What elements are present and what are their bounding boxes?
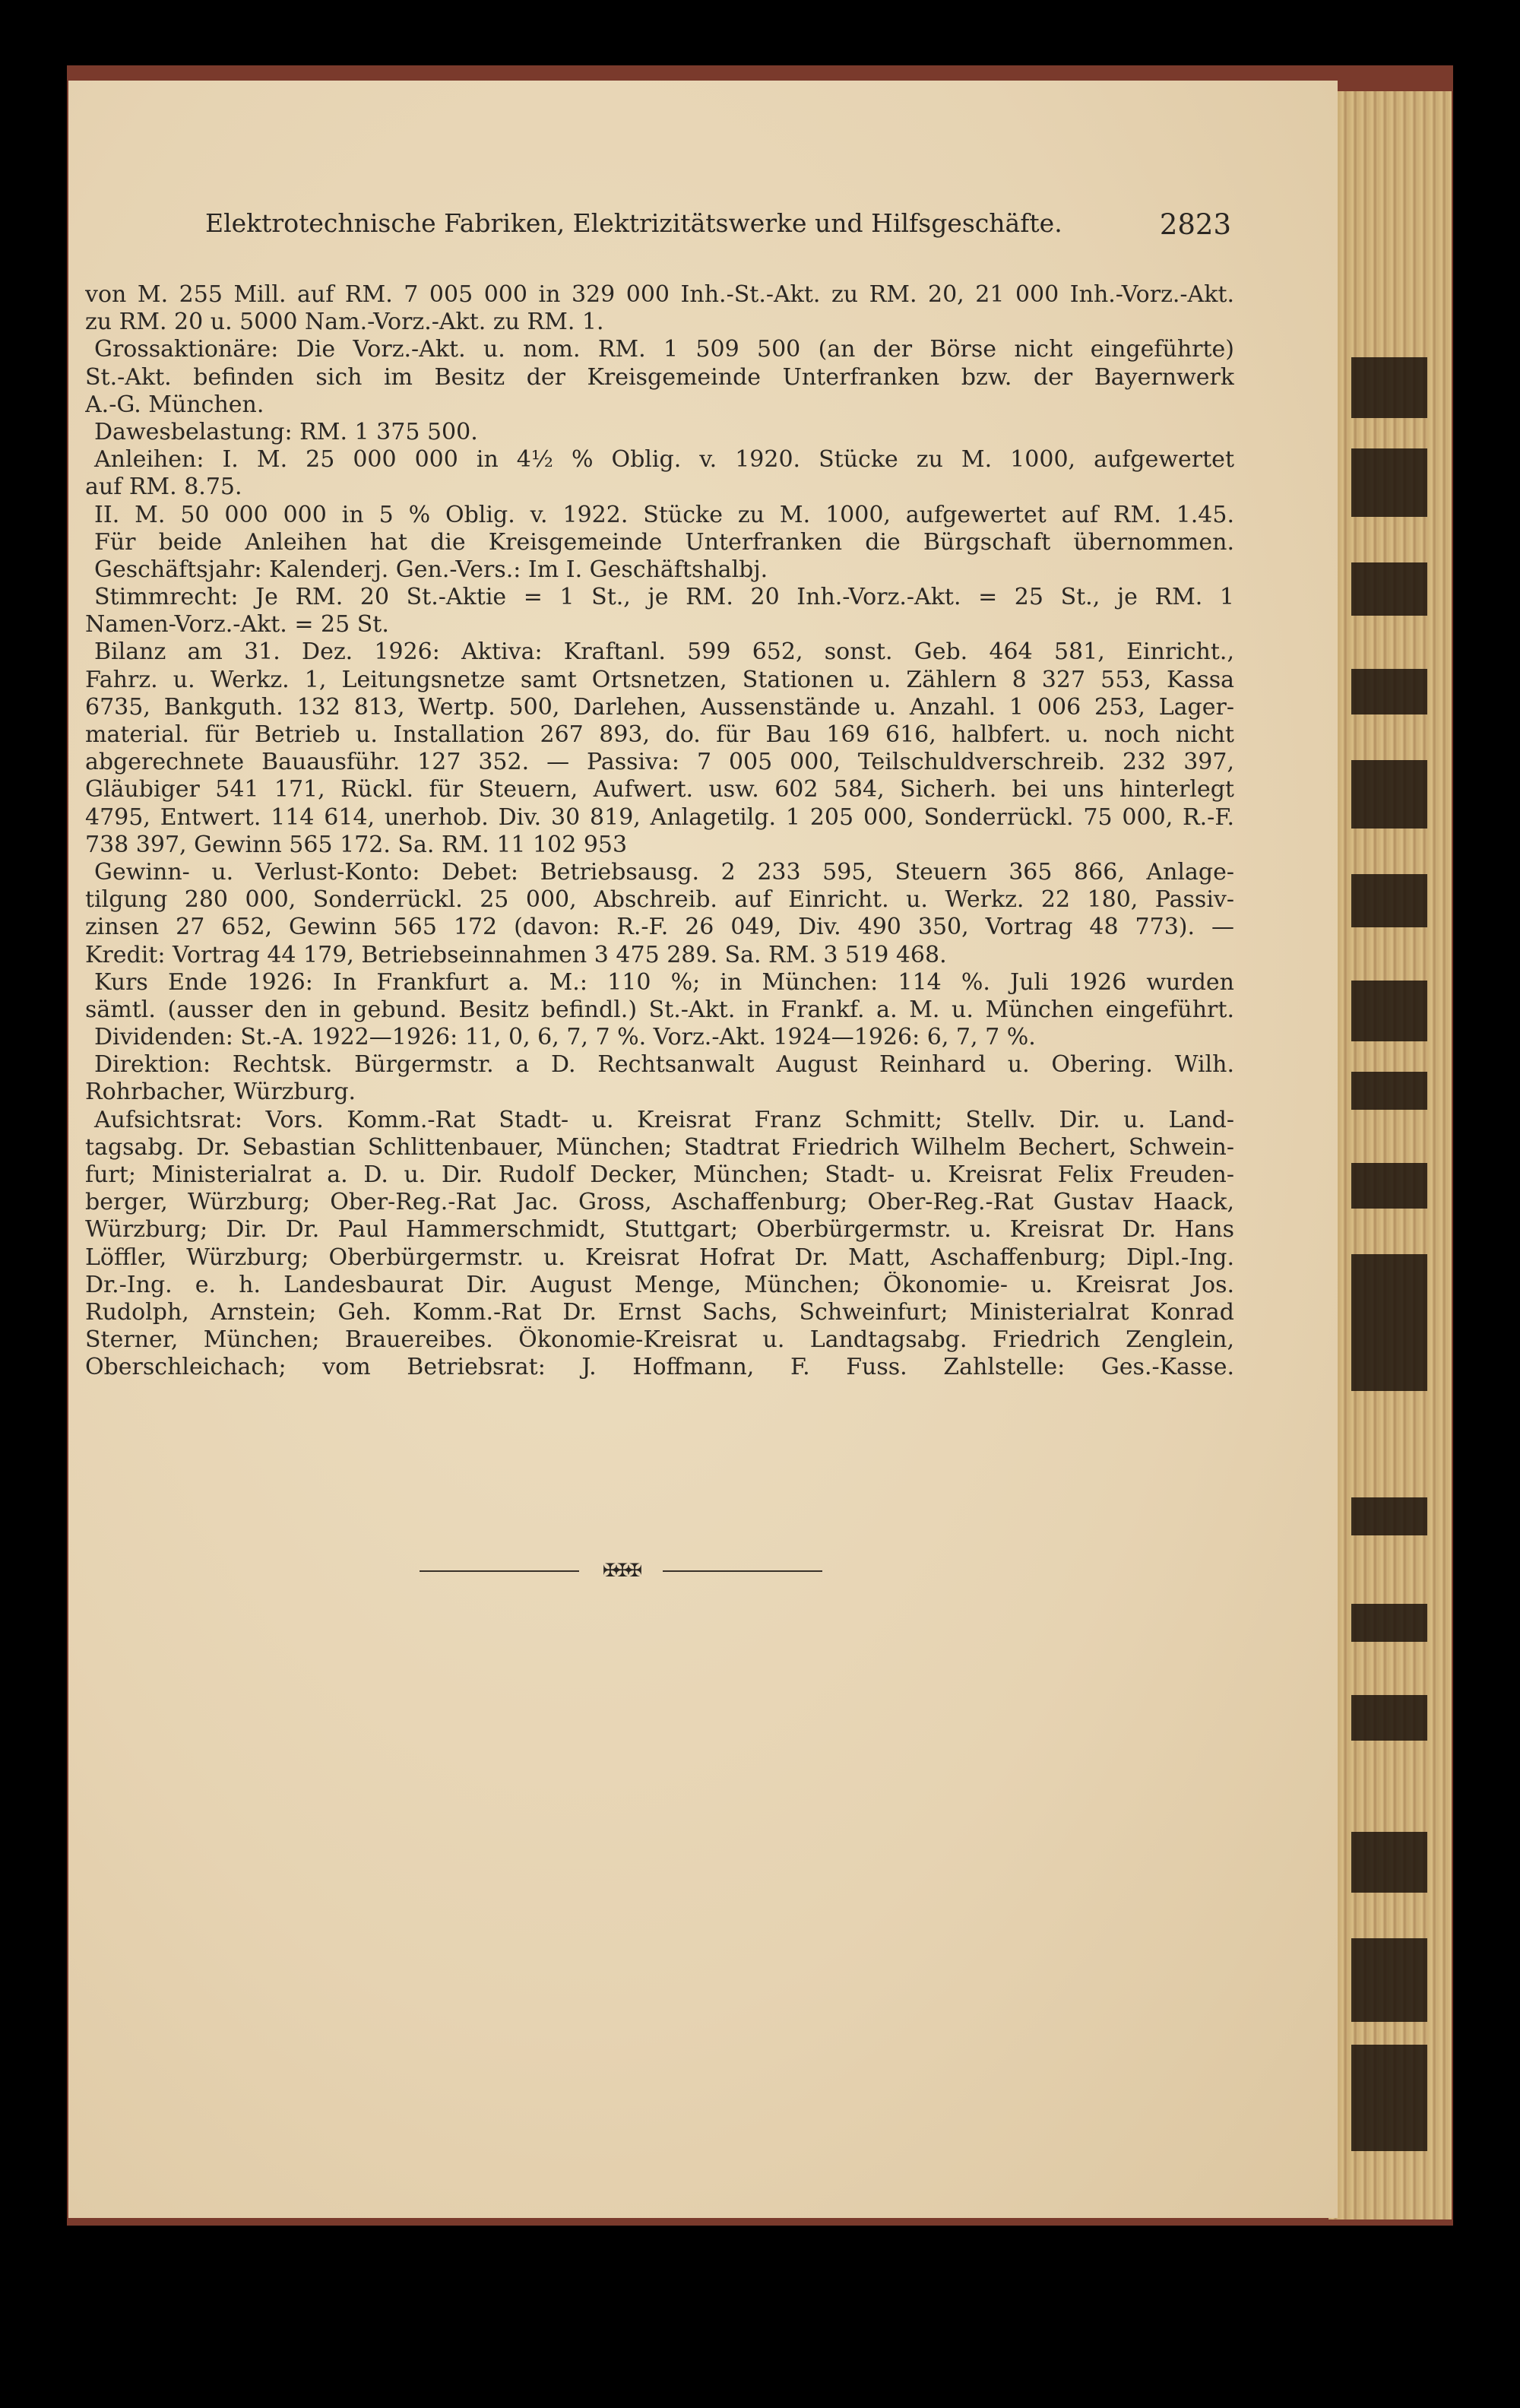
text-line: Direktion: Rechtsk. Bürgermstr. a D. Rechtsanwalt August Reinhard u. Obering. Wilh. <box>94 1051 1234 1079</box>
edge-shadow <box>1351 1163 1427 1209</box>
text-line: Dividenden: St.-A. 1922—1926: 11, 0, 6, 7, 7 %. Vorz.-Akt. 1924—1926: 6, 7, 7 %. <box>94 1024 1036 1051</box>
edge-shadow <box>1351 1604 1427 1642</box>
text-line: furt; Ministerialrat a. D. u. Dir. Rudolf Decker, München; Stadt- u. Kreisrat Felix Freuden- <box>85 1161 1234 1188</box>
text-line: II. M. 50 000 000 in 5 % Oblig. v. 1922. Stücke zu M. 1000, aufgewertet auf RM. 1.45. <box>94 501 1234 528</box>
text-line: 4795, Entwert. 114 614, unerhob. Div. 30 819, Anlagetilg. 1 205 000, Sonderrückl. 75 000, R.-F. <box>85 803 1234 831</box>
text-line: Würzburg; Dir. Dr. Paul Hammerschmidt, Stuttgart; Oberbürgermstr. u. Kreisrat Dr. Hans <box>85 1216 1234 1244</box>
text-line: Fahrz. u. Werkz. 1, Leitungsnetze samt Ortsnetzen, Stationen u. Zählern 8 327 553, Kassa <box>85 666 1234 693</box>
text-line: tilgung 280 000, Sonderrückl. 25 000, Abschreib. auf Einricht. u. Werkz. 22 180, Passiv- <box>85 886 1234 914</box>
text-line: Rudolph, Arnstein; Geh. Komm.-Rat Dr. Ernst Sachs, Schweinfurt; Ministerialrat Konrad <box>85 1298 1234 1326</box>
text-line: zu RM. 20 u. 5000 Nam.-Vorz.-Akt. zu RM. 1. <box>85 309 604 336</box>
edge-shadow <box>1351 357 1427 418</box>
text-line: 6735, Bankguth. 132 813, Wertp. 500, Darlehen, Aussenstände u. Anzahl. 1 006 253, Lager- <box>85 693 1234 721</box>
text-line: Dawesbelastung: RM. 1 375 500. <box>94 418 478 445</box>
text-line: Oberschleichach; vom Betriebsrat: J. Hoffmann, F. Fuss. Zahlstelle: Ges.-Kasse. <box>85 1354 1234 1381</box>
text-line: Namen-Vorz.-Akt. = 25 St. <box>85 611 389 638</box>
text-line: Grossaktionäre: Die Vorz.-Akt. u. nom. RM. 1 509 500 (an der Börse nicht eingeführte) <box>94 336 1234 363</box>
edge-shadow <box>1351 1695 1427 1741</box>
text-line: zinsen 27 652, Gewinn 565 172 (davon: R.-F. 26 049, Div. 490 350, Vortrag 48 773). — <box>85 914 1234 941</box>
text-line: sämtl. (ausser den in gebund. Besitz befindl.) St.-Akt. in Frankf. a. M. u. München eingeführt. <box>85 996 1234 1023</box>
ornament-glyph: ✠✠✠ <box>602 1560 640 1581</box>
text-line: 738 397, Gewinn 565 172. Sa. RM. 11 102 953 <box>85 831 628 858</box>
edge-shadow <box>1351 1497 1427 1535</box>
text-line: Kredit: Vortrag 44 179, Betriebseinnahmen 3 475 289. Sa. RM. 3 519 468. <box>85 941 947 968</box>
page-header <box>205 208 1231 239</box>
edge-shadow <box>1351 562 1427 616</box>
text-line: tagsabg. Dr. Sebastian Schlittenbauer, München; Stadtrat Friedrich Wilhelm Bechert, Schwein- <box>85 1133 1234 1161</box>
edge-shadow <box>1351 874 1427 927</box>
edge-shadow <box>1351 760 1427 829</box>
text-line: berger, Würzburg; Ober-Reg.-Rat Jac. Gross, Aschaffenburg; Ober-Reg.-Rat Gustav Haack, <box>85 1189 1234 1216</box>
text-line: Rohrbacher, Würzburg. <box>85 1079 356 1106</box>
edge-shadow <box>1351 981 1427 1041</box>
edge-shadow <box>1351 1254 1427 1391</box>
text-line: Geschäftsjahr: Kalenderj. Gen.-Vers.: Im I. Geschäftshalbj. <box>94 556 768 583</box>
edge-shadow <box>1351 669 1427 714</box>
text-line: Stimmrecht: Je RM. 20 St.-Aktie = 1 St., je RM. 20 Inh.-Vorz.-Akt. = 25 St., je RM. 1 <box>94 584 1234 611</box>
text-line: abgerechnete Bauausführ. 127 352. — Passiva: 7 005 000, Teilschuldverschreib. 232 397, <box>85 749 1234 776</box>
page-body <box>85 281 1234 1382</box>
text-line: Aufsichtsrat: Vors. Komm.-Rat Stadt- u. Kreisrat Franz Schmitt; Stellv. Dir. u. Land- <box>94 1106 1234 1133</box>
section-end-ornament <box>420 1560 822 1583</box>
ornament-rule <box>663 1570 822 1572</box>
page-number: 2823 <box>1159 208 1231 241</box>
text-line: Gewinn- u. Verlust-Konto: Debet: Betriebsausg. 2 233 595, Steuern 365 866, Anlage- <box>94 858 1234 886</box>
text-line: Gläubiger 541 171, Rückl. für Steuern, Aufwert. usw. 602 584, Sicherh. bei uns hinterlegt <box>85 776 1234 803</box>
text-line: A.-G. München. <box>85 391 264 418</box>
text-line: auf RM. 8.75. <box>85 474 242 501</box>
edge-shadow <box>1351 1072 1427 1110</box>
edge-shadow <box>1351 2045 1427 2151</box>
text-line: Sterner, München; Brauereibes. Ökonomie-Kreisrat u. Landtagsabg. Friedrich Zenglein, <box>85 1326 1234 1354</box>
text-line: von M. 255 Mill. auf RM. 7 005 000 in 329 000 Inh.-St.-Akt. zu RM. 20, 21 000 Inh.-Vorz.-Akt. <box>85 281 1234 308</box>
edge-shadow <box>1351 1832 1427 1893</box>
page-edges <box>1328 91 1452 2219</box>
text-line: Kurs Ende 1926: In Frankfurt a. M.: 110 %; in München: 114 %. Juli 1926 wurden <box>94 968 1234 996</box>
text-line: St.-Akt. befinden sich im Besitz der Kreisgemeinde Unterfranken bzw. der Bayernwerk <box>85 363 1234 391</box>
ornament-rule <box>420 1570 579 1572</box>
edge-shadow <box>1351 1938 1427 2022</box>
text-line: Bilanz am 31. Dez. 1926: Aktiva: Kraftanl. 599 652, sonst. Geb. 464 581, Einricht., <box>94 638 1234 666</box>
text-line: Löffler, Würzburg; Oberbürgermstr. u. Kreisrat Hofrat Dr. Matt, Aschaffenburg; Dipl.-Ing. <box>85 1244 1234 1271</box>
text-line: Anleihen: I. M. 25 000 000 in 4½ % Oblig. v. 1920. Stücke zu M. 1000, aufgewertet <box>94 446 1234 474</box>
text-line: Dr.-Ing. e. h. Landesbaurat Dir. August Menge, München; Ökonomie- u. Kreisrat Jos. <box>85 1271 1234 1298</box>
text-line: material. für Betrieb u. Installation 267 893, do. für Bau 169 616, halbfert. u. noch nicht <box>85 721 1234 748</box>
text-line: Für beide Anleihen hat die Kreisgemeinde Unterfranken die Bürgschaft übernommen. <box>94 528 1234 556</box>
running-title: Elektrotechnische Fabriken, Elektrizitätswerke und Hilfsgeschäfte. <box>205 208 1062 238</box>
edge-shadow <box>1351 448 1427 517</box>
